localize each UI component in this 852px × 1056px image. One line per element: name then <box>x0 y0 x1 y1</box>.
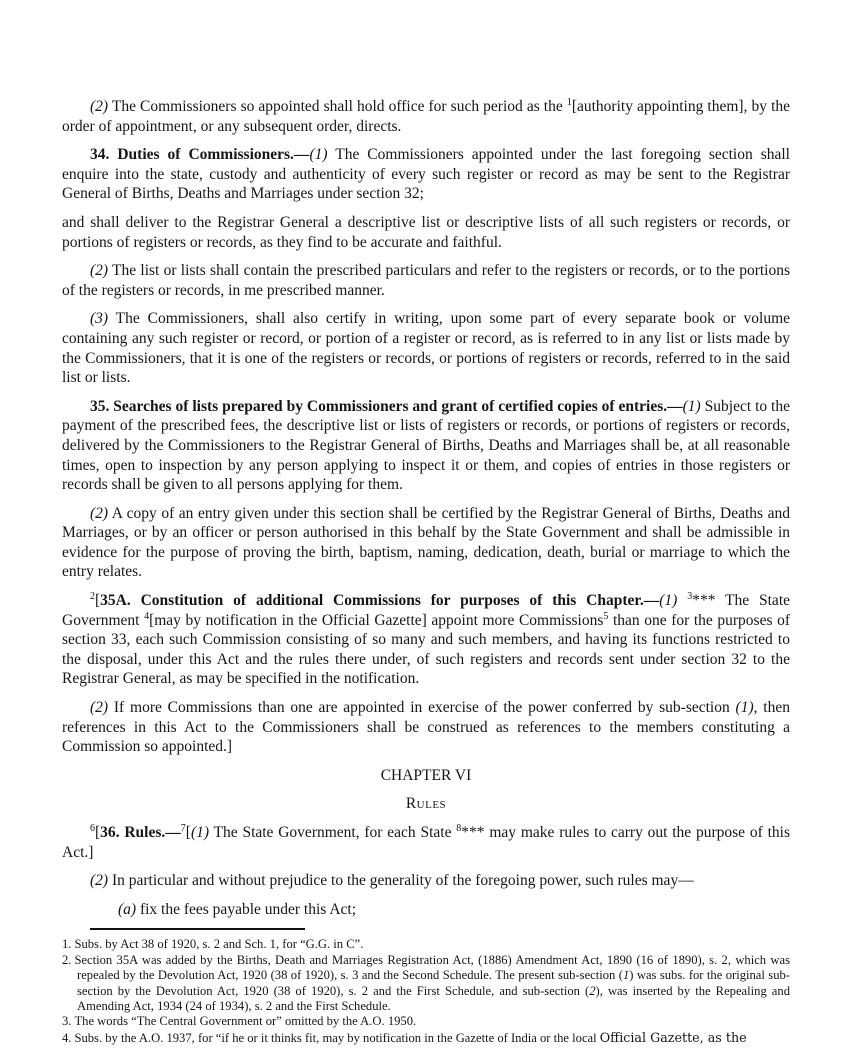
footnote-3 <box>62 1014 790 1029</box>
text-segment: and shall deliver to the Registrar General a descriptive list or descriptive lists of all such registers or records, or portions of registers or records, as they find to be accurate and faithful. <box>62 213 790 251</box>
para-35A-2 <box>62 698 790 757</box>
footnote-number: 1. <box>62 937 72 952</box>
text-segment: (a) <box>118 900 137 918</box>
text-segment: 35. Searches of lists prepared by Commissioners and grant of certified copies of entries.— <box>90 397 683 415</box>
para-33-2 <box>62 97 790 136</box>
text-segment: 1 <box>622 968 630 983</box>
para-36-2 <box>62 871 790 891</box>
text-segment: The Commissioners so appointed shall hold office for such period as the <box>108 98 567 115</box>
text-segment: fix the fees payable under this Act; <box>136 900 357 918</box>
text-segment: Rules <box>405 795 447 813</box>
text-segment: (3) <box>90 310 109 328</box>
text-segment: , then references in this Act to the Commissioners shall be construed as references to the members constituting a Commission so appointed.] <box>62 699 790 756</box>
text-segment: *** The State Government <box>62 592 791 629</box>
para-36-2-clause-a <box>62 900 790 920</box>
text-segment: (1) <box>682 397 701 415</box>
text-segment: 6 <box>90 822 95 834</box>
text-segment: [ <box>185 824 191 841</box>
para-section-36 <box>62 823 790 862</box>
text-segment: [may by notification in the Official Gazette] appoint more Commissions <box>149 611 604 629</box>
text-segment: 36. Rules.— <box>100 824 181 841</box>
text-segment: (1) <box>190 824 210 841</box>
para-34-continuation <box>62 213 790 252</box>
para-section-34 <box>62 145 790 204</box>
text-segment: A copy of an entry given under this section shall be certified by the Registrar General of Births, Deaths and Marriages, or by an officer or person authorised in this behalf by the State Government and shall be admissible in evidence for the purpose of proving the birth, baptism, naming, dedication, death, burial or marriage to which the entry relates. <box>62 504 790 581</box>
text-segment: 34. Duties of Commissioners.— <box>90 146 310 164</box>
footnote-number: 2. <box>62 952 72 967</box>
text-segment: Subject to the payment of the prescribed fees, the descriptive list or lists of registers or records, or portions of registers or records, delivered by the Commissioners to the Registrar General of Births, Deaths and Marriages shall be, at all reasonable times, open to inspection by any person applying to inspect it or them, and copies of entries in those registers or records shall be given to all persons applying for them. <box>62 397 790 494</box>
text-segment: The Commissioners appointed under the last foregoing section shall enquire into the state, custody and authenticity of every such register or record as may be sent to the Registrar General of Births, Deaths and Marriages under section 32; <box>62 146 790 203</box>
text-segment: The words “The Central Government or” omitted by the A.O. 1950. <box>74 1014 417 1029</box>
para-34-3 <box>62 309 790 387</box>
footnote-number: 3. <box>62 1014 72 1029</box>
text-segment: than one for the purposes of section 33, each such Commission consisting of so many and such members, and having its functions restricted to the disposal, under this Act and the rules there under, of such registers and records sent under section 32 to the Registrar General, as may be specified in the notification. <box>62 611 791 688</box>
text-segment: 8 <box>456 822 462 834</box>
text-segment: 5 <box>603 610 609 622</box>
footnote-1 <box>62 937 790 952</box>
text-segment: [authority appointing them], by the order of appointment, or any subsequent order, directs. <box>62 98 791 135</box>
text-segment: (2) <box>90 872 109 890</box>
text-segment: (1) <box>309 146 328 164</box>
para-35-2 <box>62 504 790 582</box>
text-segment <box>677 592 687 609</box>
text-segment: Subs. by Act 38 of 1920, s. 2 and Sch. 1, for “G.G. in C”. <box>74 937 364 952</box>
footnote-4 <box>62 1030 790 1046</box>
text-segment: [ <box>95 592 101 610</box>
text-segment: The State Government, for each State <box>209 824 457 841</box>
text-segment: 3 <box>687 590 693 602</box>
chapter-subheading <box>62 794 790 814</box>
text-segment: (1) <box>735 699 754 717</box>
para-34-2 <box>62 261 790 300</box>
text-segment: 4 <box>144 610 150 622</box>
text-segment: 2 <box>589 983 596 998</box>
text-segment: ) was subs. for the original sub-section by the Devolution Act, 1920 (38 of 1920), s. 2 and the First Schedule, and sub-section ( <box>77 968 790 998</box>
text-segment: 35A. Constitution of additional Commissions for purposes of this Chapter.— <box>100 592 660 610</box>
text-segment: *** may make rules to carry out the purpose of this Act.] <box>62 824 790 861</box>
footnote-2 <box>62 953 790 1015</box>
text-segment: [ <box>95 824 101 841</box>
footnote-number: 4. <box>62 1030 72 1045</box>
text-segment: The list or lists shall contain the prescribed particulars and refer to the registers or records, or to the portions of the registers or records, in me prescribed manner. <box>62 262 790 299</box>
text-segment: 2 <box>90 590 95 602</box>
text-segment: If more Commissions than one are appointed in exercise of the power conferred by sub-section <box>108 699 736 717</box>
para-section-35A <box>62 591 790 689</box>
document-body <box>62 97 790 919</box>
text-segment: Subs. by the A.O. 1937, for “if he or it thinks fit, may by notification in the Gazette of India or the local <box>74 1030 600 1045</box>
text-segment: ), was inserted by the Repealing and Amending Act, 1934 (24 of 1934), s. 2 and the First Schedule. <box>77 983 790 1013</box>
text-segment: (2) <box>90 699 109 717</box>
text-segment: (1) <box>659 592 678 610</box>
text-segment: (2) <box>90 98 109 115</box>
text-segment: The Commissioners, shall also certify in writing, upon some part of every separate book or volume containing any such register or record, or portion of a register or record, as is referred to in any list or lists made by the Commissioners, that it is one of the registers or records, or portions of registers or records, referred to in the said list or lists. <box>62 310 790 387</box>
text-segment: (2) <box>90 504 109 522</box>
text-segment: CHAPTER VI <box>380 766 472 784</box>
text-segment: 7 <box>180 822 186 834</box>
chapter-heading <box>62 766 790 786</box>
text-segment: 1 <box>566 96 572 108</box>
footnotes-section <box>62 937 790 1046</box>
text-segment: Official Gazette, as the <box>599 1029 747 1045</box>
footnote-separator <box>90 928 305 930</box>
text-segment: In particular and without prejudice to the generality of the foregoing power, such rules may— <box>108 872 694 890</box>
para-section-35 <box>62 397 790 495</box>
text-segment: Section 35A was added by the Births, Death and Marriages Registration Act, (1886) Amendment Act, 1890 (16 of 1890), s. 2, which was repealed by the Devolution Act, 1920 (38 of 1920), s. 3 and the Second Schedule. The present sub-section ( <box>74 952 790 983</box>
text-segment: (2) <box>90 262 109 280</box>
